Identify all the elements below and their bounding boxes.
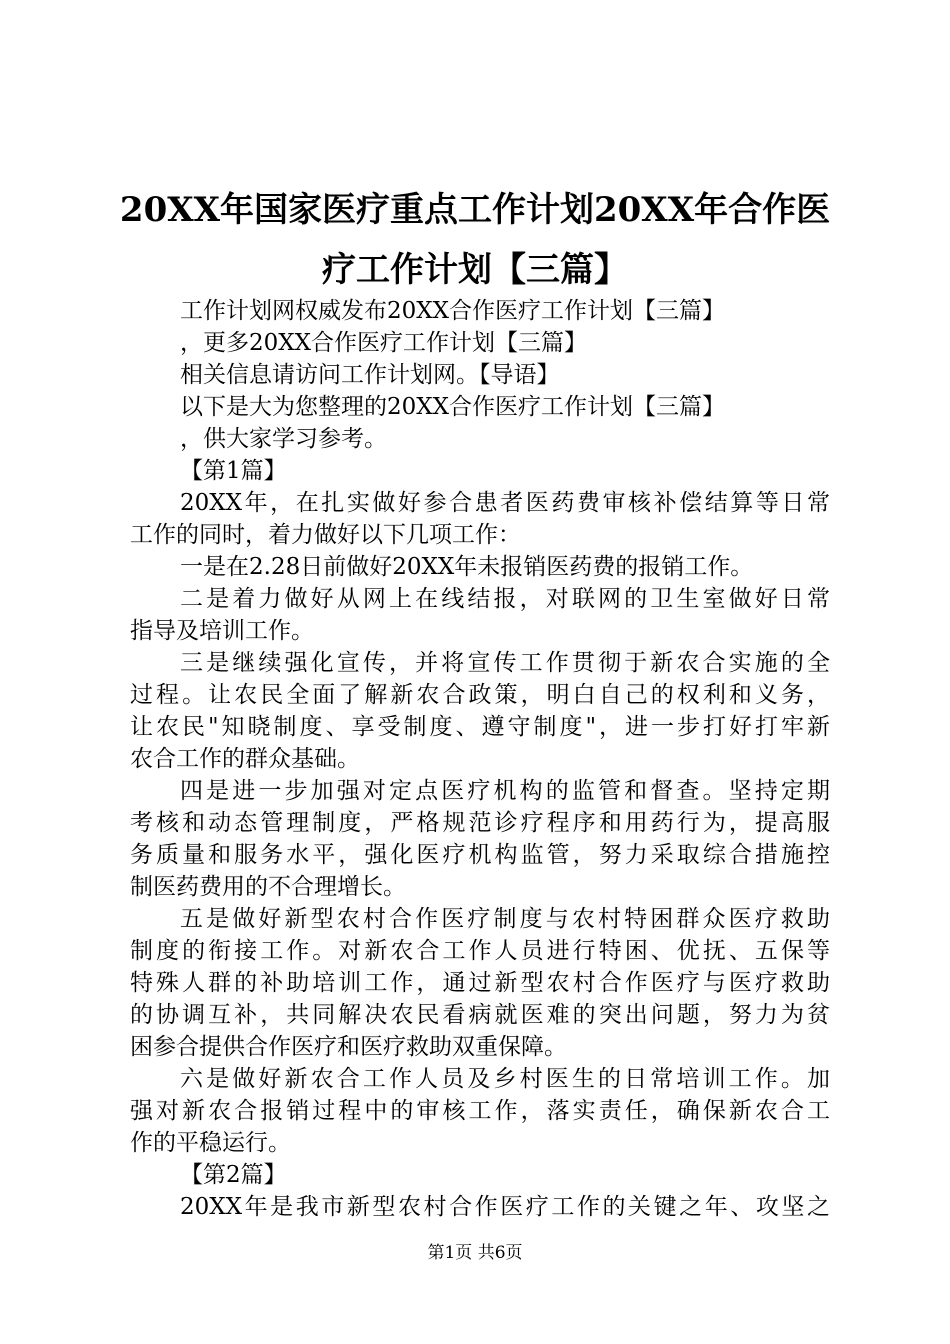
intro-line: 相关信息请访问工作计划网。【导语】 [180, 362, 560, 388]
intro-line: ，更多20XX合作医疗工作计划【三篇】 [180, 330, 588, 356]
paragraph-line: 二是着力做好从网上在线结报，对联网的卫生室做好日常 [180, 586, 830, 612]
paragraph-line: 制度的衔接工作。对新农合工作人员进行特困、优抚、五保等 [130, 938, 830, 964]
intro-line: 以下是大为您整理的20XX合作医疗工作计划【三篇】 [180, 394, 726, 420]
paragraph-line: 20XX年，在扎实做好参合患者医药费审核补偿结算等日常 [180, 490, 830, 516]
paragraph-line: 制医药费用的不合理增长。 [130, 874, 406, 900]
page-number-footer: 第1页 共6页 [427, 1243, 523, 1263]
section-heading: 【第2篇】 [180, 1162, 287, 1188]
paragraph-line: 务质量和服务水平，强化医疗机构监管，努力采取综合措施控 [130, 842, 830, 868]
paragraph-line: 农合工作的群众基础。 [130, 746, 360, 772]
paragraph-line: 困参合提供合作医疗和医疗救助双重保障。 [130, 1034, 567, 1060]
paragraph-line: 四是进一步加强对定点医疗机构的监管和督查。坚持定期 [180, 778, 830, 804]
paragraph-line: 指导及培训工作。 [130, 618, 314, 644]
paragraph-line: 六是做好新农合工作人员及乡村医生的日常培训工作。加 [180, 1066, 830, 1092]
document-body [130, 295, 830, 1223]
document-title-line-1: 20XX年国家医疗重点工作计划20XX年合作医 [119, 190, 831, 230]
paragraph-line: 一是在2.28日前做好20XX年未报销医药费的报销工作。 [180, 554, 754, 580]
paragraph-line: 作的平稳运行。 [130, 1130, 291, 1156]
paragraph-line: 五是做好新型农村合作医疗制度与农村特困群众医疗救助 [180, 906, 830, 932]
paragraph-line: 三是继续强化宣传，并将宣传工作贯彻于新农合实施的全 [180, 650, 830, 676]
paragraph-line: 20XX年是我市新型农村合作医疗工作的关键之年、攻坚之 [180, 1194, 830, 1220]
paragraph-line: 工作的同时，着力做好以下几项工作： [130, 522, 521, 548]
document-title-line-2: 疗工作计划【三篇】 [322, 250, 628, 290]
paragraph-line: 特殊人群的补助培训工作，通过新型农村合作医疗与医疗救助 [130, 970, 830, 996]
intro-line: ，供大家学习参考。 [180, 426, 387, 452]
paragraph-line: 强对新农合报销过程中的审核工作，落实责任，确保新农合工 [130, 1098, 830, 1124]
intro-line: 工作计划网权威发布20XX合作医疗工作计划【三篇】 [180, 298, 726, 324]
paragraph-line: 考核和动态管理制度，严格规范诊疗程序和用药行为，提高服 [130, 810, 830, 836]
paragraph-line: 的协调互补，共同解决农民看病就医难的突出问题，努力为贫 [130, 1002, 830, 1028]
section-heading: 【第1篇】 [180, 458, 287, 484]
paragraph-line: 过程。让农民全面了解新农合政策，明白自己的权利和义务， [130, 682, 830, 708]
paragraph-line: 让农民"知晓制度、享受制度、遵守制度"，进一步打好打牢新 [130, 714, 830, 740]
